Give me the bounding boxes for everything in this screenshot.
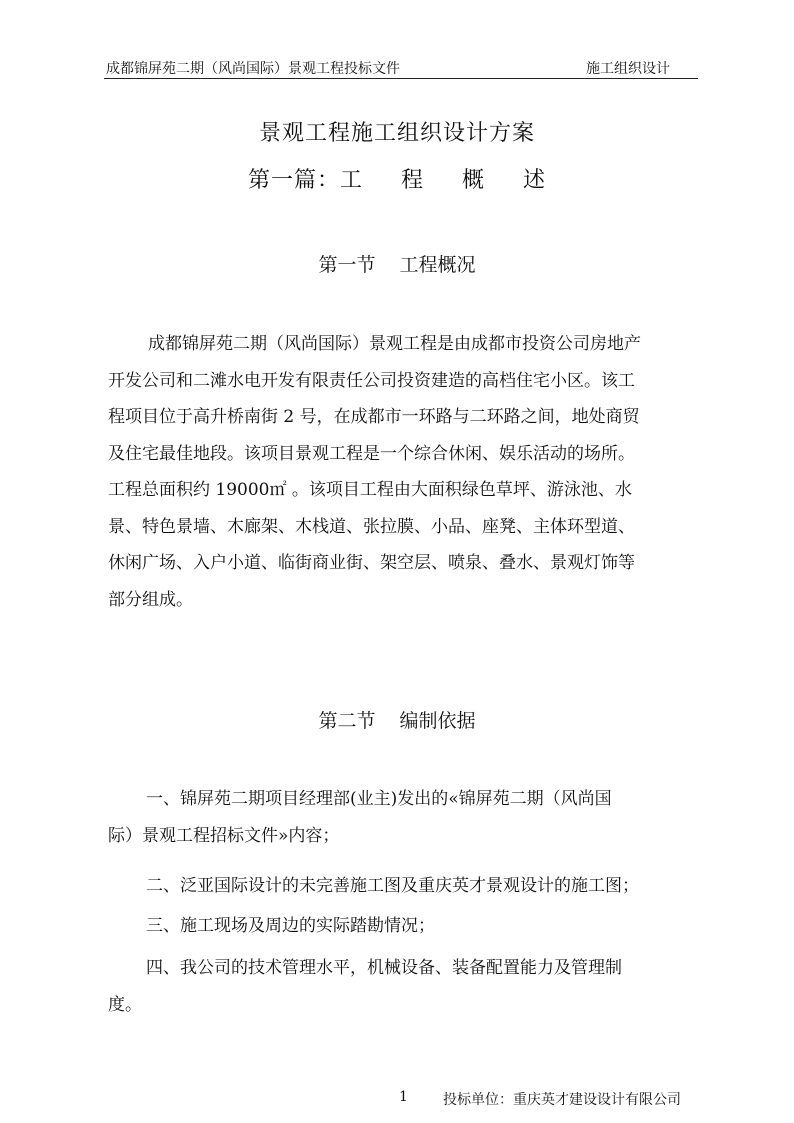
part-title (0, 163, 794, 194)
header-section-title: 施工组织设计 (586, 61, 670, 77)
document-title: 景观工程施工组织设计方案 (258, 121, 535, 146)
page-header (104, 54, 698, 79)
list-item: 四、我公司的技术管理水平，机械设备、装备配置能力及管理制 度。 (108, 958, 622, 1015)
part-title-char: 工 (339, 168, 363, 193)
text-line: 景、特色景墙、木廊架、木栈道、张拉膜、小品、座凳、主体环型道、 (108, 516, 635, 537)
part-title-prefix: 第一篇： (247, 168, 340, 193)
section-name: 编制依据 (399, 710, 476, 732)
text-line: 部分组成。 (108, 589, 193, 610)
part-title-char: 程 (400, 168, 424, 193)
section-heading (0, 250, 794, 277)
bidder-unit: 投标单位：重庆英才建设设计有限公司 (443, 1092, 681, 1108)
text-line: 工程总面积约 19000㎡ 。该项目工程由大面积绿色草坪、游泳池、水 (108, 480, 632, 500)
text-line: 休闲广场、入户小道、临街商业街、架空层、喷泉、叠水、景观灯饰等 (108, 553, 635, 573)
list-item: 二、泛亚国际设计的未完善施工图及重庆英才景观设计的施工图； (146, 876, 639, 896)
text-line: 及住宅最佳地段。该项目景观工程是一个综合休闲、娱乐活动的场所。 (108, 443, 635, 464)
list-item: 三、施工现场及周边的实际踏勘情况； (146, 916, 435, 936)
text-line: 程项目位于高升桥南街 2 号，在成都市一环路与二环路之间，地处商贸 (108, 407, 640, 427)
page-number: 1 (399, 1089, 408, 1105)
part-title-char: 述 (523, 168, 547, 193)
section-name: 工程概况 (399, 254, 476, 276)
text-line: 成都锦屏苑二期（风尚国际）景观工程是由成都市投资公司房地产 (148, 334, 641, 354)
section-heading (0, 706, 794, 733)
section-number: 第一节 (318, 254, 376, 276)
header-document-title: 成都锦屏苑二期（风尚国际）景观工程投标文件 (106, 61, 400, 77)
section-number: 第二节 (318, 710, 376, 732)
project-overview-paragraph (108, 326, 688, 618)
text-line: 开发公司和二滩水电开发有限责任公司投资建造的高档住宅小区。该工 (108, 370, 635, 391)
list-item: 一、锦屏苑二期项目经理部(业主)发出的«锦屏苑二期（风尚国 际）景观工程招标文件»内容； (108, 789, 612, 846)
part-title-char: 概 (462, 168, 486, 193)
